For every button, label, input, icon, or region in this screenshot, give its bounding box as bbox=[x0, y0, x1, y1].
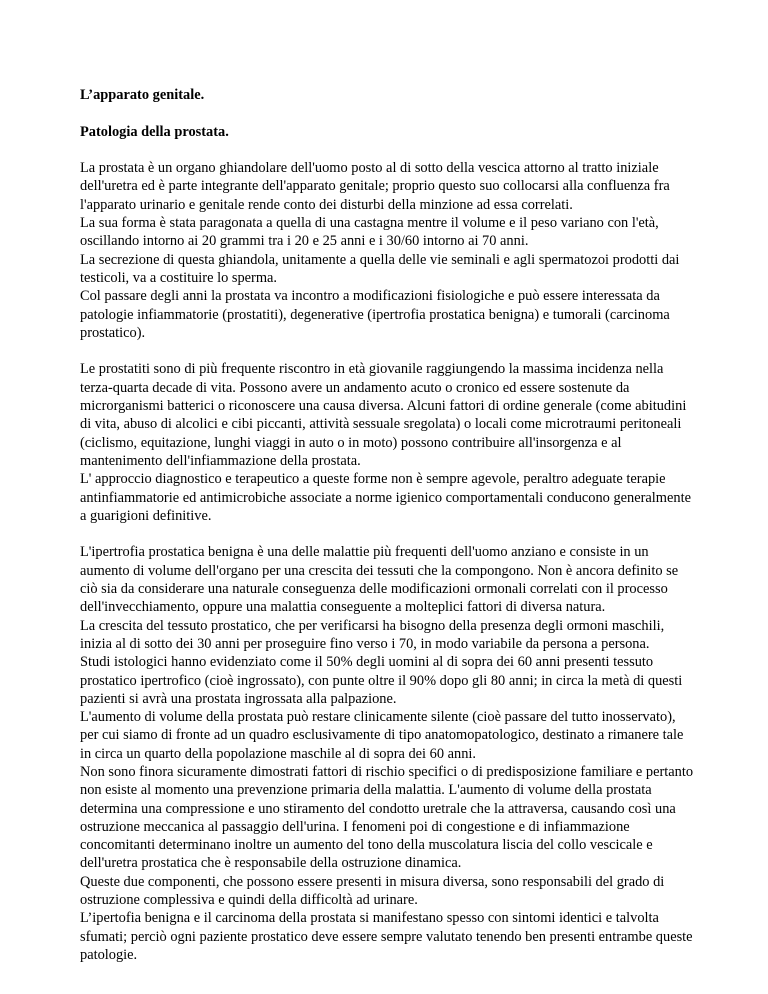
paragraph-line: La prostata è un organo ghiandolare dell'uomo posto al di sotto della vescica attorno al tratto iniziale dell'uretra ed è parte integrante dell'apparato genitale; proprio questo suo collocarsi alla confluenza fra l'apparato urinario e genitale rende conto dei disturbi della minzione ad essa correlati. bbox=[80, 160, 670, 213]
section-title: Patologia della prostata. bbox=[80, 123, 229, 140]
paragraph-line: L' approccio diagnostico e terapeutico a queste forme non è sempre agevole, peraltro adeguate terapie antinfiammatorie ed antimicrobiche associate a norme igienico comportamentali conducono generalmente a guarigioni definitive. bbox=[80, 471, 691, 524]
paragraph-line: L'aumento di volume della prostata può restare clinicamente silente (cioè passare del tutto inosservato), per cui siamo di fronte ad un quadro esclusivamente di tipo anatomopatologico, destinato a rimanere tale in circa un quarto della popolazione maschile al di sopra dei 60 anni. bbox=[80, 709, 684, 762]
paragraph-line: Studi istologici hanno evidenziato come il 50% degli uomini al di sopra dei 60 anni presenti tessuto prostatico ipertrofico (cioè ingrossato), con punte oltre il 90% dopo gli 80 anni; in circa la metà di questi pazienti si avrà una prostata ingrossata alla palpazione. bbox=[80, 654, 683, 707]
paragraph-line: Le prostatiti sono di più frequente riscontro in età giovanile raggiungendo la massima incidenza nella terza-quarta decade di vita. Possono avere un andamento acuto o cronico ed essere sostenute da microrganismi batterici o riconoscere una causa diversa. Alcuni fattori di ordine generale (come abitudini di vita, abuso di alcolici e cibi piccanti, attività sessuale sregolata) o locali come microtraumi peritoneali (ciclismo, equitazione, lunghi viaggi in auto o in moto) possono contribuire all'insorgenza e al mantenimento dell'infiammazione della prostata. bbox=[80, 361, 687, 469]
paragraph-hypertrophy bbox=[80, 543, 694, 964]
paragraph-line: Queste due componenti, che possono essere presenti in misura diversa, sono responsabili del grado di ostruzione complessiva e quindi della difficoltà ad urinare. bbox=[80, 873, 665, 909]
paragraph-anatomy bbox=[80, 159, 694, 342]
document-title: L’apparato genitale. bbox=[80, 87, 205, 103]
paragraph-prostatitis bbox=[80, 360, 694, 525]
paragraph-line: Non sono finora sicuramente dimostrati fattori di rischio specifici o di predisposizione familiare e pertanto non esiste al momento una prevenzione primaria della malattia. L'aumento di volume della prostata determina una compressione e uno stiramento del condotto uretrale che la attraversa, causando così una ostruzione meccanica al passaggio dell'urina. I fenomeni poi di congestione e di infiammazione concomitanti determinano inoltre un aumento del tono della muscolatura liscia del collo vescicale e dell'uretra prostatica che è responsabile della ostruzione dinamica. bbox=[80, 763, 694, 872]
paragraph-line: La sua forma è stata paragonata a quella di una castagna mentre il volume e il peso variano con l'età, oscillando intorno ai 20 grammi tra i 20 e 25 anni e i 30/60 intorno ai 70 anni. bbox=[80, 215, 659, 250]
paragraph-line: L’ipertofia benigna e il carcinoma della prostata si manifestano spesso con sintomi identici e talvolta sfumati; perciò ogni paziente prostatico deve essere sempre valutato tenendo ben presenti entrambe queste patologie. bbox=[80, 910, 693, 963]
paragraph-line: La crescita del tessuto prostatico, che per verificarsi ha bisogno della presenza degli ormoni maschili, inizia al di sotto dei 30 anni per proseguire fino verso i 70, in modo variabile da persona a persona. bbox=[80, 617, 665, 652]
paragraph-line: L'ipertrofia prostatica benigna è una delle malattie più frequenti dell'uomo anziano e consiste in un aumento di volume dell'organo per una crescita dei tessuti che la compongono. Non è ancora definito se ciò sia da considerare una naturale conseguenza delle modificazioni ormonali correlati con il processo dell'invecchiamento, oppure una malattia conseguente a molteplici fattori di diversa natura. bbox=[80, 544, 679, 616]
document-page bbox=[80, 86, 694, 983]
paragraph-line: La secrezione di questa ghiandola, unitamente a quella delle vie seminali e agli spermatozoi prodotti dai testicoli, va a costituire lo sperma. bbox=[80, 251, 680, 286]
paragraph-line: Col passare degli anni la prostata va incontro a modificazioni fisiologiche e può essere interessata da patologie infiammatorie (prostatiti), degenerative (ipertrofia prostatica benigna) e tumorali (carcinoma prostatico). bbox=[80, 288, 670, 341]
